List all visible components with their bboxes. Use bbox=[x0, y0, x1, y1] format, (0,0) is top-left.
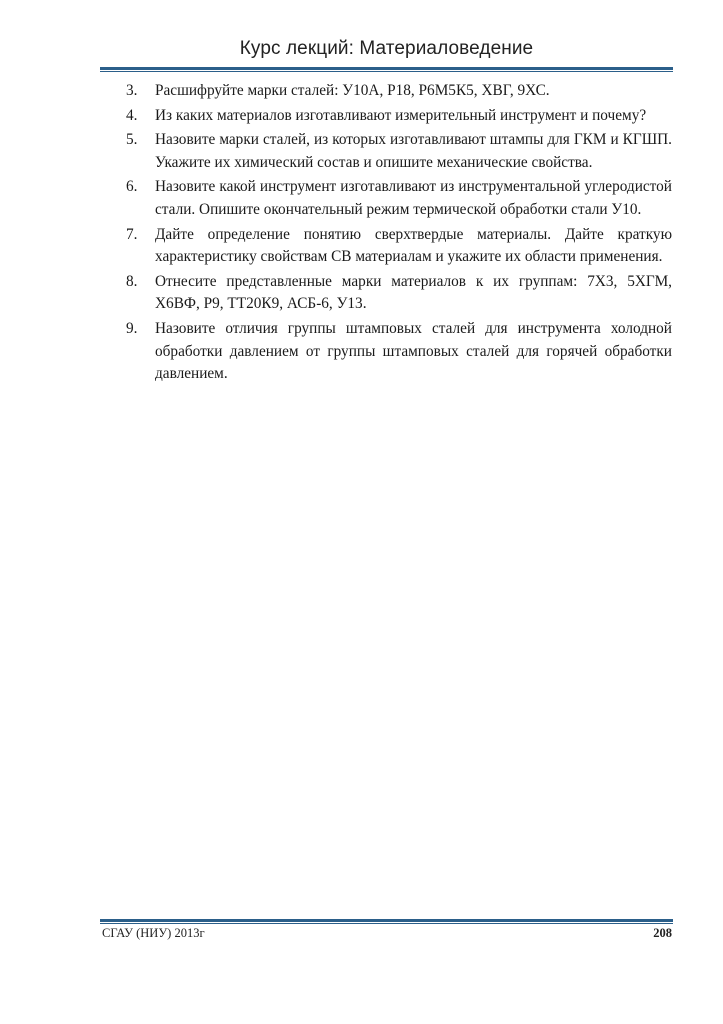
footer-rule bbox=[100, 919, 673, 922]
question-item bbox=[126, 105, 672, 128]
question-number: 8. bbox=[126, 272, 138, 290]
footer-rule-thin bbox=[100, 923, 673, 924]
question-list bbox=[126, 80, 672, 386]
question-number: 6. bbox=[126, 178, 138, 196]
question-item bbox=[126, 318, 672, 386]
question-item bbox=[126, 271, 672, 316]
header-rule bbox=[100, 67, 673, 70]
question-number: 4. bbox=[126, 106, 138, 124]
header-rule-thin bbox=[100, 71, 673, 72]
question-list-container bbox=[126, 80, 672, 388]
question-item bbox=[126, 224, 672, 269]
question-text: Дайте определение понятию сверхтвердые материалы. Дайте краткую характеристику свойствам СВ материалам и укажите их области применения. bbox=[155, 225, 672, 266]
question-item bbox=[126, 80, 672, 103]
footer-institution: СГАУ (НИУ) 2013г bbox=[102, 926, 205, 940]
page-header-title: Курс лекций: Материаловедение bbox=[239, 38, 534, 59]
question-text: Назовите какой инструмент изготавливают из инструментальной углеродистой стали. Опишите окончательный режим термической обработки стали У10. bbox=[155, 178, 672, 218]
question-number: 7. bbox=[126, 225, 138, 243]
question-number: 5. bbox=[126, 131, 138, 149]
question-text: Расшифруйте марки сталей: У10А, Р18, Р6М5К5, ХВГ, 9ХС. bbox=[155, 82, 550, 99]
question-text: Отнесите представленные марки материалов к их группам: 7Х3, 5ХГМ, Х6ВФ, Р9, ТТ20К9, АСБ-6, У13. bbox=[155, 272, 672, 313]
question-text: Назовите отличия группы штамповых сталей для инструмента холодной обработки давлением от группы штамповых сталей для горячей обработки давлением. bbox=[155, 319, 672, 383]
question-text: Из каких материалов изготавливают измерительный инструмент и почему? bbox=[155, 106, 647, 124]
question-item bbox=[126, 176, 672, 221]
question-text: Назовите марки сталей, из которых изготавливают штампы для ГКМ и КГШП. Укажите их химический состав и опишите механические свойства. bbox=[155, 131, 672, 171]
question-number: 9. bbox=[126, 319, 138, 337]
question-number: 3. bbox=[126, 82, 138, 99]
page-number: 208 bbox=[653, 926, 672, 940]
question-item bbox=[126, 129, 672, 174]
